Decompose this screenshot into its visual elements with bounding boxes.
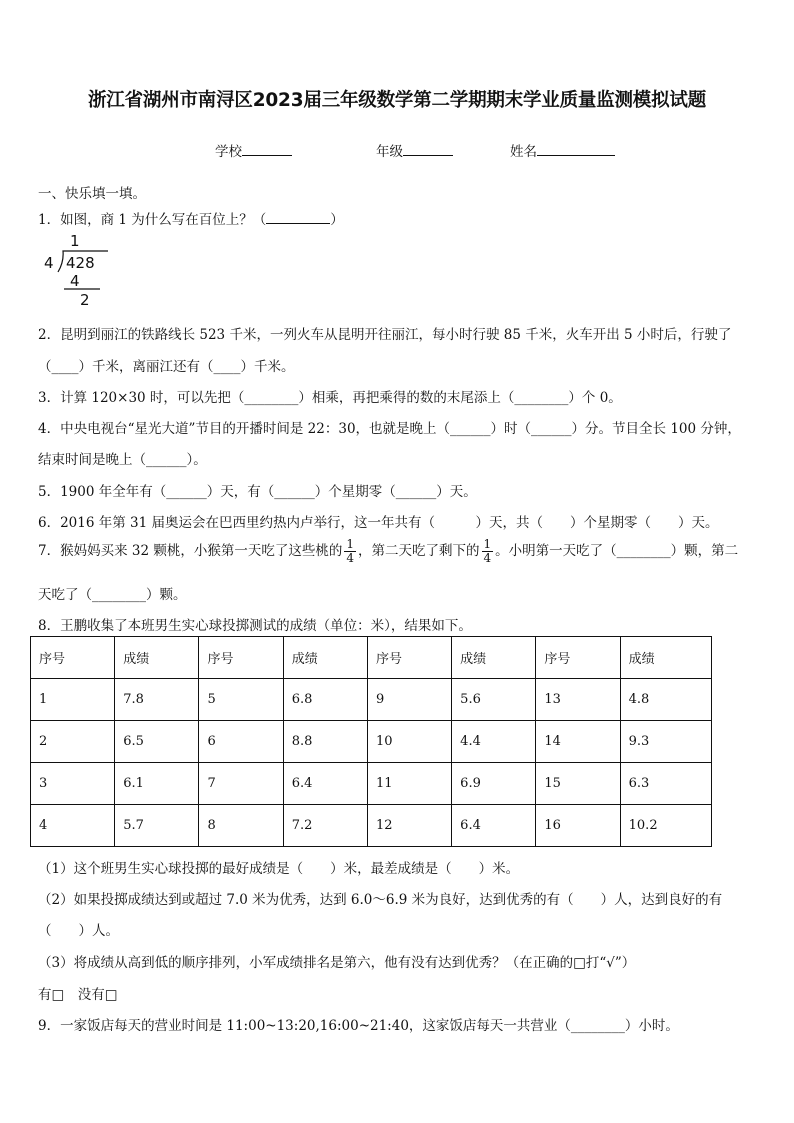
fraction-numerator: 1 xyxy=(346,537,354,551)
table-cell: 6.4 xyxy=(452,805,536,847)
question-2-line2: （____）千米，离丽江还有（____）千米。 xyxy=(38,359,295,375)
table-cell: 2 xyxy=(31,721,115,763)
division-quotient: 1 xyxy=(70,232,80,250)
question-4-line2: 结束时间是晚上（______）。 xyxy=(38,452,207,468)
fraction-denominator: 4 xyxy=(483,551,492,565)
question-1 xyxy=(38,208,344,228)
table-cell: 6.5 xyxy=(115,721,199,763)
table-header-cell: 成绩 xyxy=(620,637,711,679)
fraction-numerator: 1 xyxy=(483,537,492,551)
school-field xyxy=(215,140,292,160)
question-8-sub3: （3）将成绩从高到低的顺序排列，小军成绩排名是第六，他有没有达到优秀？（在正确的□打“√”） xyxy=(38,955,636,971)
school-label: 学校 xyxy=(215,144,242,160)
table-header-row xyxy=(31,637,712,679)
scores-table xyxy=(30,636,712,847)
fraction-one-quarter xyxy=(344,538,356,565)
table-header-cell: 序号 xyxy=(31,637,115,679)
table-cell: 6.9 xyxy=(452,763,536,805)
table-header-cell: 成绩 xyxy=(115,637,199,679)
table-cell: 12 xyxy=(367,805,451,847)
table-cell: 10 xyxy=(367,721,451,763)
table-cell: 10.2 xyxy=(620,805,711,847)
table-cell: 7.2 xyxy=(283,805,367,847)
table-cell: 16 xyxy=(536,805,620,847)
table-cell: 6.1 xyxy=(115,763,199,805)
table-header-cell: 成绩 xyxy=(283,637,367,679)
table-row xyxy=(31,679,712,721)
question-8-sub2-line1: （2）如果投掷成绩达到或超过 7.0 米为优秀，达到 6.0～6.9 米为良好，达到优秀的有（ ）人，达到良好的有 xyxy=(38,892,723,908)
table-cell: 15 xyxy=(536,763,620,805)
question-8-options[interactable]: 有□ 没有□ xyxy=(38,987,118,1003)
table-cell: 8 xyxy=(199,805,283,847)
name-field xyxy=(510,140,615,160)
table-cell: 7.8 xyxy=(115,679,199,721)
question-8-sub1: （1）这个班男生实心球投掷的最好成绩是（ ）米，最差成绩是（ ）米。 xyxy=(38,861,520,877)
section-heading: 一、快乐填一填。 xyxy=(38,186,146,202)
question-5: 5．1900 年全年有（______）天，有（______）个星期零（______）天。 xyxy=(38,484,477,500)
table-cell: 9 xyxy=(367,679,451,721)
grade-label: 年级 xyxy=(376,144,403,160)
table-cell: 6.8 xyxy=(283,679,367,721)
q1-text: 1．如图，商 1 为什么写在百位上？（ xyxy=(38,212,267,228)
table-row xyxy=(31,805,712,847)
long-division xyxy=(40,232,120,312)
table-cell: 6.4 xyxy=(283,763,367,805)
question-3: 3．计算 120×30 时，可以先把（________）相乘，再把乘得的数的末尾添上（________）个 0。 xyxy=(38,390,622,406)
table-cell: 4 xyxy=(31,805,115,847)
table-cell: 5.6 xyxy=(452,679,536,721)
table-cell: 9.3 xyxy=(620,721,711,763)
table-header-cell: 序号 xyxy=(199,637,283,679)
grade-field xyxy=(376,140,453,160)
table-cell: 1 xyxy=(31,679,115,721)
table-header-cell: 序号 xyxy=(536,637,620,679)
question-9: 9．一家饭店每天的营业时间是 11:00~13:20,16:00~21:40，这家饭店每天一共营业（________）小时。 xyxy=(38,1018,679,1034)
question-7-line1 xyxy=(38,538,738,565)
table-cell: 11 xyxy=(367,763,451,805)
question-8-sub2-line2: （ ）人。 xyxy=(38,923,119,939)
q7-part2: ，第二天吃了剩下的 xyxy=(358,543,480,559)
table-header-cell: 成绩 xyxy=(452,637,536,679)
table-cell: 4.4 xyxy=(452,721,536,763)
q1-close: ） xyxy=(330,212,344,228)
table-cell: 3 xyxy=(31,763,115,805)
question-2-line1: 2．昆明到丽江的铁路线长 523 千米，一列火车从昆明开往丽江，每小时行驶 85 千米，火车开出 5 小时后，行驶了 xyxy=(38,327,732,343)
table-cell: 6.3 xyxy=(620,763,711,805)
question-7-line2: 天吃了（________）颗。 xyxy=(38,587,187,603)
fraction-denominator: 4 xyxy=(346,551,354,565)
table-cell: 5 xyxy=(199,679,283,721)
table-cell: 6 xyxy=(199,721,283,763)
table-cell: 4.8 xyxy=(620,679,711,721)
table-cell: 5.7 xyxy=(115,805,199,847)
question-6: 6．2016 年第 31 届奥运会在巴西里约热内卢举行，这一年共有（ ）天，共（ ）个星期零（ ）天。 xyxy=(38,515,719,531)
fraction-one-quarter xyxy=(482,538,494,565)
question-4-line1: 4．中央电视台“星光大道”节目的开播时间是 22：30，也就是晚上（______）时（______）分。节目全长 100 分钟， xyxy=(38,421,741,437)
division-product: 4 xyxy=(70,272,80,290)
table-row xyxy=(31,763,712,805)
table-cell: 7 xyxy=(199,763,283,805)
division-divisor: 4 xyxy=(44,254,54,272)
table-cell: 14 xyxy=(536,721,620,763)
table-row xyxy=(31,721,712,763)
division-remainder: 2 xyxy=(80,291,90,309)
table-cell: 13 xyxy=(536,679,620,721)
table-header-cell: 序号 xyxy=(367,637,451,679)
q7-part3: 。小明第一天吃了（________）颗，第二 xyxy=(495,543,739,559)
name-label: 姓名 xyxy=(510,144,537,160)
page-title: 浙江省湖州市南浔区2023届三年级数学第二学期期末学业质量监测模拟试题 xyxy=(88,90,706,111)
division-dividend: 428 xyxy=(66,254,95,272)
table-cell: 8.8 xyxy=(283,721,367,763)
q7-part1: 7．猴妈妈买来 32 颗桃，小猴第一天吃了这些桃的 xyxy=(38,543,343,559)
question-8-intro: 8．王鹏收集了本班男生实心球投掷测试的成绩（单位：米），结果如下。 xyxy=(38,618,472,634)
